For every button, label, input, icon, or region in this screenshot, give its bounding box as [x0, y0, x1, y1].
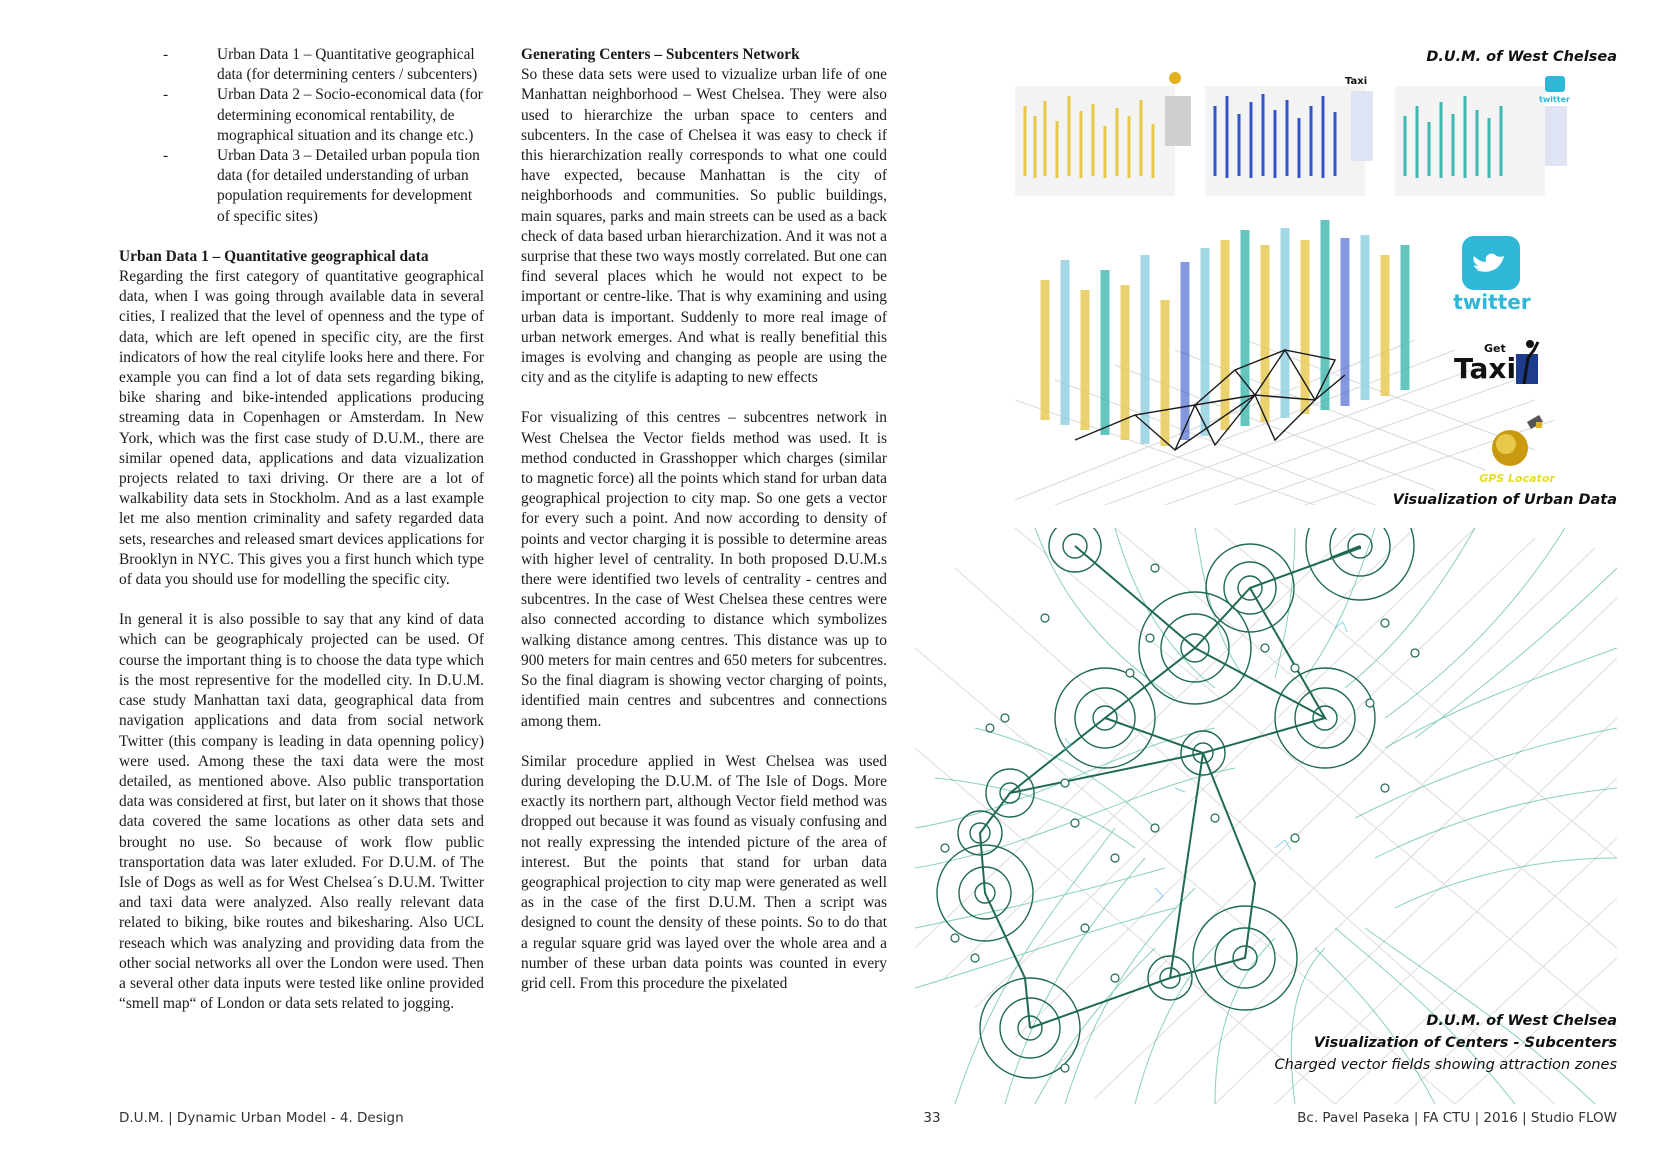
bullet-text: Urban Data 1 – Quantitative geographical data (for determining centers / subcenters)	[217, 46, 478, 84]
yellow-data-thumbnail	[1015, 72, 1191, 196]
page-footer	[119, 1110, 1617, 1130]
svg-text:Taxi: Taxi	[1345, 76, 1368, 87]
caption-text: Visualization of Urban Data	[1392, 492, 1617, 508]
get-taxi-logo	[1452, 338, 1547, 390]
caption-line: Visualization of Centers - Subcenters	[1313, 1035, 1617, 1051]
bullet-item	[119, 85, 484, 146]
bullet-list	[119, 45, 484, 227]
data-layer-thumbnails	[1015, 66, 1575, 196]
paragraph: So these data sets were used to vizualize urban life of one Manhattan neighborhood – West Chelsea. They were also used to hierarchize the urban space to centers and subcenters. In the case of Chelsea it was easy to check if this hierarchization really corresponds to what one could have expected, because Manhattan is the city of neighborhoods and communities. So public buildings, main squares, parks and main streets can be used as a back check of data based urban hierarchization. And it was not a surprise that these two ways mostly correlated. But one can find several places which he would not expect to be important or centre-like. That is why examining and using urban data is important. Suddenly to more real image of urban network emerges. And what is really benefitial this images is evolving and changing as people are using the city and as the citylife is adapting to new effects	[521, 66, 887, 387]
section-heading: Generating Centers – Subcenters Network	[521, 46, 800, 63]
caption-text: D.U.M. of West Chelsea	[1426, 49, 1617, 65]
caption-line: D.U.M. of West Chelsea	[1426, 1013, 1617, 1029]
figure-caption-block	[1275, 1010, 1618, 1076]
footer-right: Bc. Pavel Paseka | FA CTU | 2016 | Studio FLOW	[1297, 1110, 1617, 1126]
bullet-dash: -	[163, 86, 169, 104]
bullet-item	[119, 146, 484, 227]
paragraph: Similar procedure applied in West Chelsea was used during developing the D.U.M. of The Isle of Dogs. More exactly its northern part, although Vector field method was dropped out because it was found as visualy confusing and not really expressing the intended picture of the area of interest. But the points that stand for urban data geographical projection to city map were generated as well as in the case of the first D.U.M. Then a script was designed to count the density of these points. So to do that a regular square grid was layed over the whole area and a number of these urban data points was counted in every grid cell. From this procedure the pixelated	[521, 752, 887, 992]
bullet-item	[119, 45, 484, 85]
figure-caption	[1393, 489, 1617, 511]
bullet-text: Urban Data 2 – Socio-economical data (for determining economical rentability, de mographical situation and its change etc.)	[217, 86, 483, 144]
text-column-2	[521, 45, 887, 994]
blue-data-thumbnail	[1205, 76, 1373, 196]
text-column-1	[119, 45, 484, 1014]
gps-locator-logo	[1479, 412, 1562, 492]
gps-text: GPS Locator	[1479, 472, 1555, 485]
figure-top-caption	[1426, 46, 1617, 68]
get-text: Get	[1484, 342, 1506, 355]
taxi-figure-icon	[1514, 338, 1542, 386]
twitter-wordmark: twitter	[1453, 290, 1531, 314]
taxi-text: Taxi	[1454, 352, 1517, 385]
svg-text:twitter: twitter	[1539, 95, 1570, 104]
teal-data-thumbnail	[1395, 76, 1570, 196]
bullet-dash: -	[163, 147, 169, 165]
paragraph: For visualizing of this centres – subcentres network in West Chelsea the Vector fields method was used. It is method conducted in Grasshopper which charges (similar to magnetic force) all the points which stand for urban data geographical projection to city map. So one gets a vector for every such a point. And now according to density of points and vector charging it is possible to determine areas with higher level of centrality. In both proposed D.U.M.s there were identified two levels of centrality - centres and subcentres. In the case of West Chelsea these centres were also connected according to distance which symbolizes walking distance among centres. This distance was up to 900 meters for main centres and 650 meters for subcentres. So the final diagram is showing vector charging of points, identified main centres and subcentres and connections among them.	[521, 409, 887, 730]
paragraph: Regarding the first category of quantitative geographical data, when I was going through available data in several cities, I realized that the level of openness and the type of data, which are left opened in specific city, are the first indicators of how the real citylife looks here and there. For example you can find a lot of data sets regarding biking, bike sharing and bike-intended applications producing streaming data in Copenhagen or Amsterdam. In New York, which was the first case study of D.U.M., there are similar opened data, applications and data vizualization projects related to taxi driving. Or there are a lot of walkability data sets in Stockholm. And as a last example let me also mention criminality and safety regarded data sets, researches and released smart devices applications for Brooklyn in NYC. This gives you a first hunch which type of data you should use for modelling the specific city.	[119, 268, 484, 589]
footer-left: D.U.M. | Dynamic Urban Model - 4. Design	[119, 1110, 404, 1126]
caption-line: Charged vector fields showing attraction zones	[1274, 1057, 1617, 1073]
twitter-logo	[1452, 232, 1532, 317]
bullet-dash: -	[163, 46, 169, 63]
page-number: 33	[923, 1110, 941, 1126]
section-heading: Urban Data 1 – Quantitative geographical data	[119, 247, 429, 265]
satellite-icon	[1527, 415, 1543, 429]
bullet-text: Urban Data 3 – Detailed urban popula tion data (for detailed understanding of urban population requirements for development of specific sites)	[217, 147, 480, 225]
paragraph: In general it is also possible to say that any kind of data which can be geographicaly projected can be used. Of course the important thing is to choose the data type which is the most representive for the modelled city. In D.U.M. case study Manhattan taxi data, geographical data from navigation applications and data from social network Twitter (this company is leading in data openning policy) were used. Among these the taxi data were the most detailed, as mentioned above. Also public transportation data was considered at first, but later on it shows that those data covered the same locations as other data sets and brought no use. So because of work flow public transportation data was later exluded. For D.U.M. of The Isle of Dogs as well as for West Chelsea´s D.U.M. Twitter and taxi data were analyzed. Also really relevant data related to biking, bike routes and bikesharing. Also UCL reseach which was analyzing and providing data from the other social networks all over the London were used. Then a several other data inputs were tested like online provided “smell map“ of London or data sets related to jogging.	[119, 611, 484, 1013]
